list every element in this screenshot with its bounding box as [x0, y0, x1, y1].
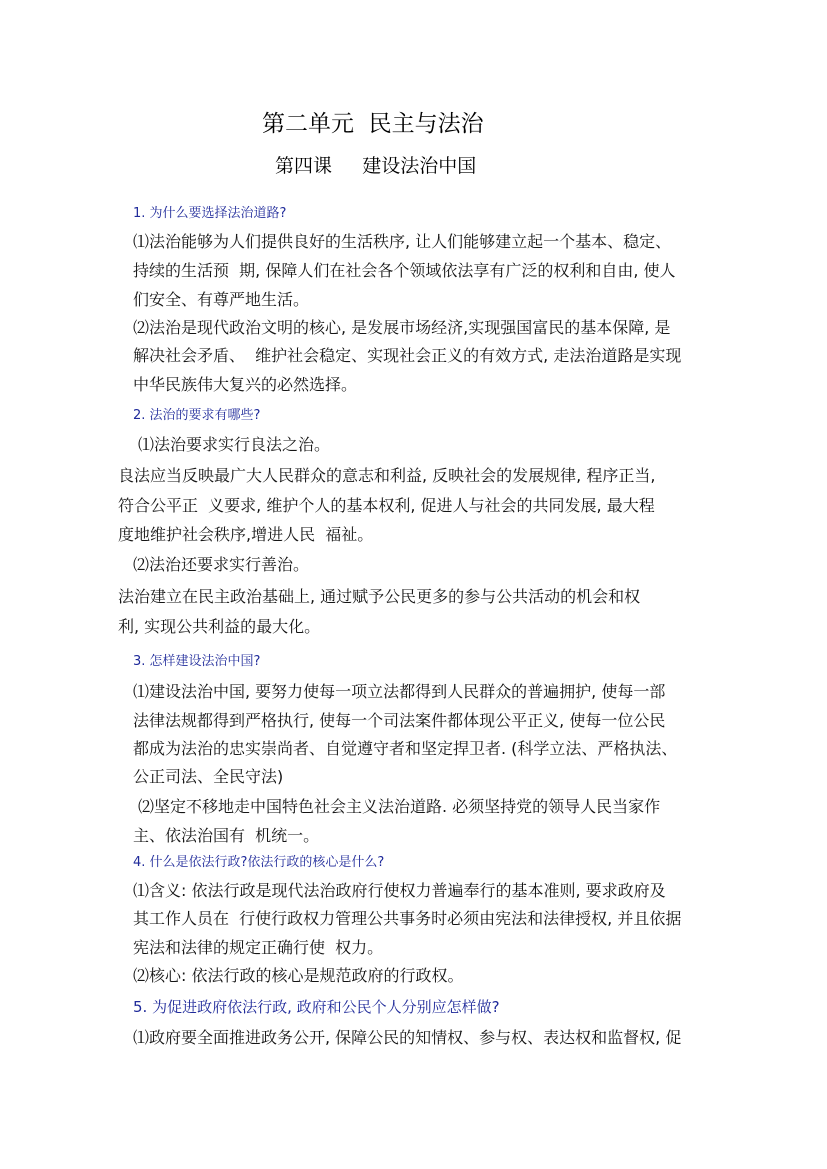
question-3-heading: 3. 怎样建设法治中国?	[133, 654, 261, 669]
paragraph-line: ⑴法治能够为人们提供良好的生活秩序, 让人们能够建立起一个基本、稳定、	[133, 232, 672, 251]
paragraph-line: 主、依法治国有 机统一。	[133, 826, 320, 845]
lesson-title: 第四课 建设法治中国	[275, 155, 477, 177]
question-5-heading: 5. 为促进政府依法行政, 政府和公民个人分别应怎样做?	[133, 998, 500, 1016]
paragraph-line: ⑴法治要求实行良法之治。	[138, 435, 331, 454]
paragraph-line: 中华民族伟大复兴的必然选择。	[133, 375, 358, 394]
paragraph-line: ⑵法治是现代政治文明的核心, 是发展市场经济,实现强国富民的基本保障, 是	[133, 318, 671, 337]
paragraph-line: 持续的生活预 期, 保障人们在社会各个领域依法享有广泛的权利和自由, 使人	[133, 261, 676, 280]
paragraph-line: 利, 实现公共利益的最大化。	[118, 617, 321, 636]
question-4-heading: 4. 什么是依法行政?依法行政的核心是什么?	[133, 855, 385, 870]
paragraph-line: 公正司法、全民守法)	[133, 767, 284, 786]
paragraph-line: 符合公平正 义要求, 维护个人的基本权利, 促进人与社会的共同发展, 最大程	[118, 496, 655, 515]
paragraph-line: ⑴建设法治中国, 要努力使每一项立法都得到人民群众的普遍拥护, 使每一部	[133, 682, 666, 701]
paragraph-line: 解决社会矛盾、 维护社会稳定、实现社会正义的有效方式, 走法治道路是实现	[133, 346, 682, 365]
paragraph-line: ⑵法治还要求实行善治。	[133, 555, 310, 574]
paragraph-line: 宪法和法律的规定正确行使 权力。	[133, 938, 384, 957]
paragraph-line: 法律法规都得到严格执行, 使每一个司法案件都体现公平正义, 使每一位公民	[133, 711, 666, 730]
paragraph-line: 都成为法治的忠实崇尚者、自觉遵守者和坚定捍卫者. (科学立法、严格执法、	[133, 739, 678, 758]
paragraph-line: ⑴政府要全面推进政务公开, 保障公民的知情权、参与权、表达权和监督权, 促	[133, 1028, 682, 1047]
question-1-heading: 1. 为什么要选择法治道路?	[133, 206, 287, 221]
paragraph-line: 法治建立在民主政治基础上, 通过赋予公民更多的参与公共活动的机会和权	[118, 587, 641, 606]
paragraph-line: 其工作人员在 行使行政权力管理公共事务时必须由宪法和法律授权, 并且依据	[133, 909, 682, 928]
question-2-heading: 2. 法治的要求有哪些?	[133, 408, 261, 423]
paragraph-line: ⑵核心: 依法行政的核心是规范政府的行政权。	[133, 966, 464, 985]
paragraph-line: 度地维护社会秩序,增进人民 福祉。	[118, 525, 374, 544]
paragraph-line: ⑴含义: 依法行政是现代法治政府行使权力普遍奉行的基本准则, 要求政府及	[133, 881, 666, 900]
unit-title: 第二单元 民主与法治	[262, 111, 484, 137]
paragraph-line: 们安全、有尊严地生活。	[133, 290, 310, 309]
paragraph-line: ⑵坚定不移地走中国特色社会主义法治道路. 必须坚持党的领导人民当家作	[138, 797, 661, 816]
paragraph-line: 良法应当反映最广大人民群众的意志和利益, 反映社会的发展规律, 程序正当,	[118, 466, 656, 485]
